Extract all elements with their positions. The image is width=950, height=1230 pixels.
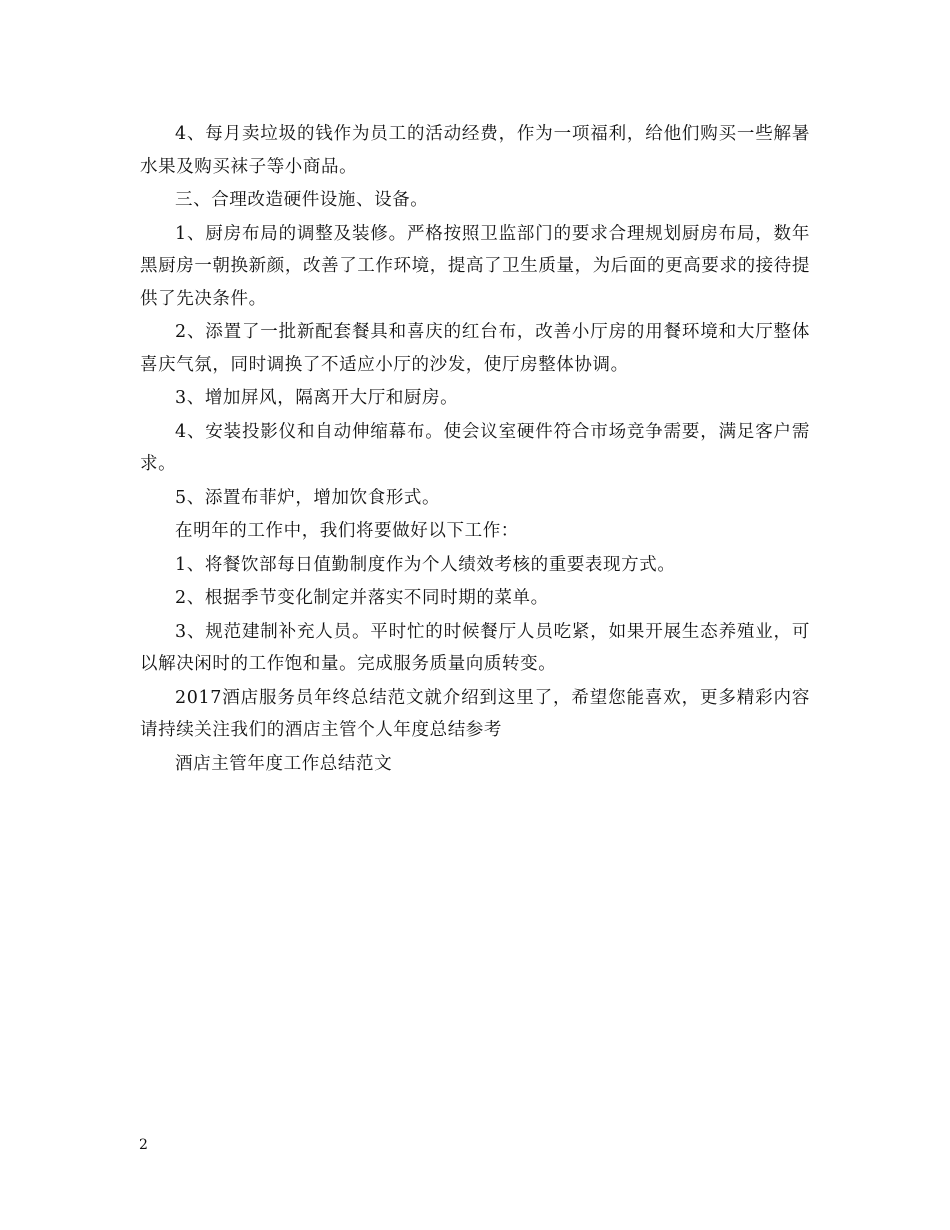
section-heading: 三、合理改造硬件设施、设备。: [175, 190, 429, 210]
paragraph: 4、安装投影仪和自动伸缩幕布。使会议室硬件符合市场竞争需要，满足客户需求。: [140, 421, 810, 474]
paragraph: 1、将餐饮部每日值勤制度作为个人绩效考核的重要表现方式。: [175, 554, 676, 575]
paragraph: 在明年的工作中，我们将要做好以下工作：: [175, 521, 519, 541]
paragraph: 1、厨房布局的调整及装修。严格按照卫监部门的要求合理规划厨房布局，数年黑厨房一朝换新颜，改善了工作环境，提高了卫生质量，为后面的更高要求的接待提供了先决条件。: [140, 223, 810, 309]
document-body: [140, 118, 810, 781]
paragraph: 酒店主管年度工作总结范文: [175, 753, 393, 774]
paragraph: 3、增加屏风，隔离开大厅和厨房。: [175, 388, 459, 408]
paragraph: 3、规范建制补充人员。平时忙的时候餐厅人员吃紧，如果开展生态养殖业，可以解决闲时的工作饱和量。完成服务质量向质转变。: [140, 621, 810, 674]
paragraph: 2017酒店服务员年终总结范文就介绍到这里了，希望您能喜欢，更多精彩内容请持续关注我们的酒店主管个人年度总结参考: [140, 687, 810, 740]
page-number: 2: [139, 1137, 148, 1153]
paragraph: 4、每月卖垃圾的钱作为员工的活动经费，作为一项福利，给他们购买一些解暑水果及购买袜子等小商品。: [140, 124, 810, 177]
paragraph: 5、添置布菲炉，增加饮食形式。: [175, 487, 441, 508]
paragraph: 2、根据季节变化制定并落实不同时期的菜单。: [175, 588, 549, 608]
paragraph: 2、添置了一批新配套餐具和喜庆的红台布，改善小厅房的用餐环境和大厅整体喜庆气氛，同时调换了不适应小厅的沙发，使厅房整体协调。: [140, 322, 810, 375]
